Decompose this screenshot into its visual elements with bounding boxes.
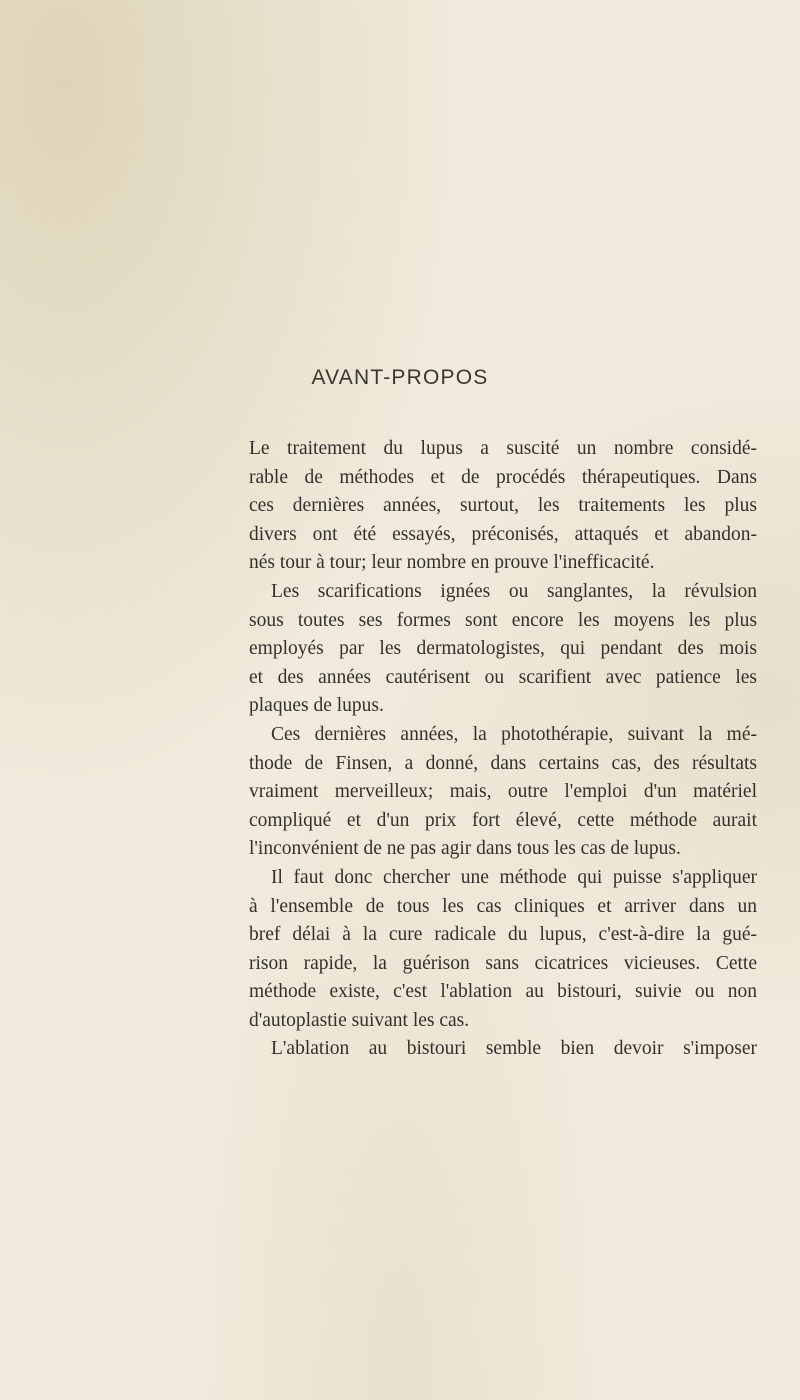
text-line: Il faut donc chercher une méthode qui puisse s'appliquer <box>271 866 757 888</box>
text-line: ces dernières années, surtout, les traitements les plus <box>249 495 757 517</box>
text-line: et des années cautérisent ou scarifient avec patience les <box>249 666 757 688</box>
text-line: nés tour à tour; leur nombre en prouve l'inefficacité. <box>249 552 655 574</box>
text-line: employés par les dermatologistes, qui pendant des mois <box>249 638 757 660</box>
text-line: thode de Finsen, a donné, dans certains cas, des résultats <box>249 752 757 774</box>
text-line: sous toutes ses formes sont encore les moyens les plus <box>249 609 757 631</box>
text-line: Ces dernières années, la photothérapie, suivant la mé- <box>271 723 757 745</box>
text-line: L'ablation au bistouri semble bien devoir s'imposer <box>271 1038 757 1060</box>
body-text <box>249 435 757 1064</box>
text-line: rison rapide, la guérison sans cicatrices vicieuses. Cette <box>249 952 757 974</box>
text-line: Le traitement du lupus a suscité un nombre considé- <box>249 438 757 459</box>
text-line: vraiment merveilleux; mais, outre l'emploi d'un matériel <box>249 781 757 803</box>
page-heading: AVANT-PROPOS <box>311 366 489 389</box>
text-line: d'autoplastie suivant les cas. <box>249 1009 470 1031</box>
text-line: rable de méthodes et de procédés thérapeutiques. Dans <box>249 466 757 488</box>
text-line: plaques de lupus. <box>249 695 384 717</box>
text-line: bref délai à la cure radicale du lupus, c'est-à-dire la gué- <box>249 924 757 946</box>
text-line: divers ont été essayés, préconisés, attaqués et abandon- <box>249 523 757 545</box>
text-line: l'inconvénient de ne pas agir dans tous les cas de lupus. <box>249 838 681 860</box>
text-line: à l'ensemble de tous les cas cliniques et arriver dans un <box>249 895 757 917</box>
text-line: méthode existe, c'est l'ablation au bistouri, suivie ou non <box>249 981 757 1003</box>
text-line: Les scarifications ignées ou sanglantes, la révulsion <box>271 580 757 602</box>
text-line: compliqué et d'un prix fort élevé, cette méthode aurait <box>249 809 757 831</box>
